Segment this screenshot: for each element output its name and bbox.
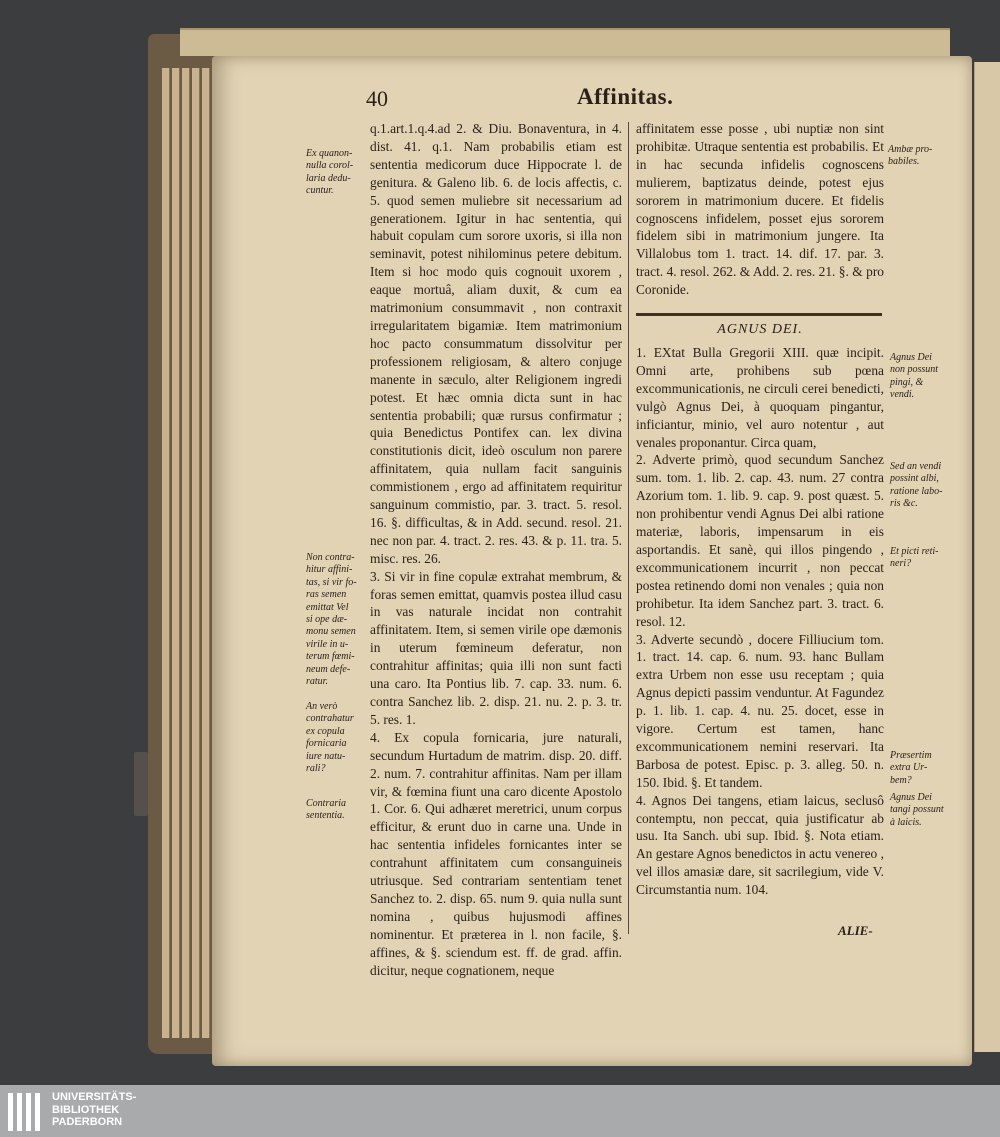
paragraph: q.1.art.1.q.4.ad 2. & Diu. Bonaventura, in 4. dist. 41. q.1. Nam probabilis etiam est sententia medicorum duce Hippocrate l. de genitura. & Galeno lib. 6. de locis affectis, c. 5. quod semen muliebre sit necessarium ad generationem. Igitur in hac sententia, qui habuit copulam cum sorore uxoris, si illa non seminavit, potest nihilominus petere debitum. Item si hoc modo quis cognouit uxorem , eaque mortuâ, aliam duxit, & cum ea matrimonium consummavit , non contraxit irregularitatem bigamiæ. Item matrimonium hoc pacto consummatum dissolvitur per professionem religiosam, & altero conjuge manente in sæculo, alter Religionem ingredi potest. Et hæc omnia dicta sunt in hac sententia probabili; quæ rursus confirmatur ; quia Benedictus Pontifex can. lex divina constitutionis dicit, ideò osculum non parere affinitatem, quia nullam facit sanguinis commistionem , ergo ad affinitatem requiritur sanguinum commistio, par. 3. tract. 5. resol. 16. §. difficultas, & in Add. secund. resol. 21. nec non par. 4. tract. 2. res. 43. & p. 11. tra. 5. misc. res. 26. [370,121,622,566]
library-logo-icon [8,1093,48,1131]
text-column-left [370,120,622,980]
facing-page-edge [974,62,1000,1052]
page-edge [202,68,210,1038]
margin-note-right: Agnus Dei tangi possunt à laicis. [890,792,944,828]
text-column-right [636,120,884,299]
paragraph: 4. Agnos Dei tangens, etiam laicus, seclusô contemptu, non peccat, quia justificatur ab usu. Ita Sanch. ubi sup. Ibid. §. Nota etiam. An gestare Agnos benedictos in actu venereo , vel illos amasiæ dare, sit sacrilegium, vide V. Circumstantia num. 104. [636,792,884,898]
margin-note-left: Ex quanon- nulla corol- laria dedu- cuntur. [306,148,354,197]
section-heading: AGNUS DEI. [717,322,803,337]
margin-note-right: Ambæ pro- babiles. [888,144,933,168]
margin-note-left: An verò contrahatur ex copula fornicaria iure natu- rali? [306,701,354,775]
margin-note-left: Non contra- hitur affini- tas, si vir fo- ras semen emittat Vel si ope dæ- monu semen virile in u- terum fœmi- neum defe- ratur. [306,552,357,688]
book-clasp [134,752,148,816]
page-title: Affinitas. [577,84,674,109]
paragraph: 3. Adverte secundò , docere Filliucium tom. 1. tract. 14. cap. 6. num. 93. hanc Bullam extra Urbem non esse usu receptam ; quia Agnus depicti passim venduntur. At Fagundez p. 1. lib. 1. cap. 4. nu. 25. docet, esse in vigore. Certum est tamen, hanc excommunicationem nemini reservari. Ita Barbosa de potest. Episc. p. 3. alleg. 50. n. 150. Ibid. §. Et tandem. [636,631,884,790]
catchword: ALIE- [838,923,873,938]
page-edge [172,68,180,1038]
margin-note-right: Sed an vendi possint albi, ratione labo- ris &c. [890,461,943,510]
paragraph: 3. Si vir in fine copulæ extrahat membrum, & foras semen emittat, quamvis postea illud casu in vas naturale incidat non contrahit affinitatem. Item, si semen virile ope dæmonis in uterum fœmineum deferatur, non contrahitur affinitas; quia illi non sunt facti una caro. Ita Pontius lib. 7. cap. 33. num. 6. contra Sanchez lib. 2. disp. 21. nu. 2. p. 3. tr. 5. res. 1. [370,568,622,727]
page-number: 40 [366,86,388,111]
column-divider [628,122,629,934]
margin-note-right: Præsertim extra Ur- bem? [890,750,932,786]
footer-bar [0,1085,1000,1137]
margin-note-right: Agnus Dei non possunt pingi, & vendi. [890,352,939,401]
paragraph: 2. Adverte primò, quod secundum Sanchez sum. tom. 1. lib. 2. cap. 43. num. 27 contra Azorium tom. 1. lib. 9. cap. 9. post quæst. 5. non prohibentur vendi Agnus Dei albi ratione materiæ, laboris, impensarum in eis asportandis. Et sanè, qui illos pingendo , excommunicationem incurrit , non peccat postea retinendo domi non venales ; quia non prohibetur. Ita idem Sanchez part. 3. tract. 6. resol. 12. [636,452,884,629]
paragraph: 1. EXtat Bulla Gregorii XIII. quæ incipit. Omni arte, prohibens sub pœna excommunicationis, ne circuli cerei benedicti, vulgò Agnus Dei, à quoquam pingantur, inficiantur, minio, vel auro notentur , aut venales proponantur. Circa quam, [636,345,884,450]
library-name: UNIVERSITÄTS- BIBLIOTHEK PADERBORN [52,1091,137,1128]
section-body [636,344,884,899]
paragraph: 4. Ex copula fornicaria, jure naturali, secundum Hurtadum de matrim. disp. 20. diff. 2. num. 7. contrahitur affinitas. Nam per illam vir, & fœmina fiunt una caro dicente Apostolo 1. Cor. 6. Qui adhæret meretrici, unum corpus efficitur, & erunt duo in carne una. Unde in hac sententia infideles fornicantes inter se contrahunt affinitatem cum consanguineis utriusque. Sed contrariam sententiam tenet Sanchez to. 2. disp. 65. num 9. quia nulla sunt nomina , quibus hujusmodi affines nominentur. Et præterea in l. non facile, §. affines, & §. sciendum est. ff. de grad. affin. dicitur, neque cognationem, neque [370,729,622,978]
page-edge [192,68,200,1038]
paragraph: affinitatem esse posse , ubi nuptiæ non sint prohibitæ. Utraque sententia est probabilis. Et in hac secunda infidelis cognoscens mulierem, baptizatus deinde, potest ejus sororem in matrimonium ducere. Et fidelis cognoscens infidelem, posset ejus sororem fidelem sibi in matrimonium jungere. Ita Villalobus tom 1. tract. 14. dif. 17. par. 3. tract. 4. resol. 262. & Add. 2. res. 21. §. & pro Coronide. [636,121,884,298]
margin-note-left: Contraria sententia. [306,798,347,822]
page-top-edge [180,28,950,56]
page-edge [182,68,190,1038]
margin-note-right: Et picti reti- neri? [890,546,939,570]
page-edge [162,68,170,1038]
section-rule [636,313,882,316]
